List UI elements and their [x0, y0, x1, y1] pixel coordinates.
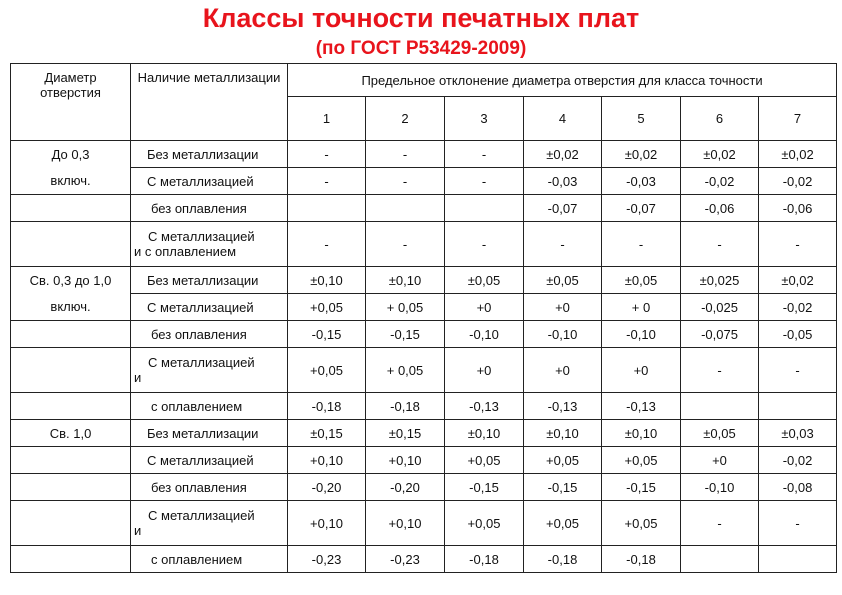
- tolerance-value: -0,15: [445, 474, 524, 501]
- tolerance-value: +0: [602, 348, 681, 393]
- tolerance-value: +0,05: [602, 501, 681, 546]
- tolerance-value: ±0,15: [288, 420, 366, 447]
- tolerance-value: -0,03: [524, 168, 602, 195]
- tolerance-value: -0,10: [524, 321, 602, 348]
- tolerance-value: [445, 195, 524, 222]
- header-class: 3: [445, 97, 524, 141]
- metallization-cell: С металлизацией: [131, 447, 288, 474]
- tolerance-value: -0,075: [681, 321, 759, 348]
- diameter-cell: [11, 321, 131, 348]
- tolerance-value: -0,18: [524, 546, 602, 573]
- diameter-cell: [11, 546, 131, 573]
- tolerance-value: +0,05: [524, 447, 602, 474]
- tolerance-value: -0,20: [288, 474, 366, 501]
- diameter-cell: [11, 393, 131, 420]
- tolerance-value: +0,05: [445, 447, 524, 474]
- tolerance-value: ±0,03: [759, 420, 837, 447]
- tolerance-value: -0,08: [759, 474, 837, 501]
- header-group: Предельное отклонение диаметра отверстия для класса точности: [288, 64, 837, 97]
- table-row: [11, 447, 837, 474]
- tolerance-value: -0,23: [288, 546, 366, 573]
- tolerance-value: ±0,10: [445, 420, 524, 447]
- table-row: [11, 348, 837, 393]
- tolerance-value: ±0,05: [602, 267, 681, 294]
- tolerance-value: +0: [524, 294, 602, 321]
- tolerance-value: [366, 195, 445, 222]
- tolerance-value: ±0,10: [366, 267, 445, 294]
- tolerance-value: ±0,15: [366, 420, 445, 447]
- diameter-cell: [11, 501, 131, 546]
- header-diameter: Диаметр отверстия: [11, 64, 131, 141]
- page-subtitle: (по ГОСТ Р53429-2009): [315, 38, 527, 59]
- tolerance-value: -0,06: [681, 195, 759, 222]
- tolerance-value: + 0,05: [366, 294, 445, 321]
- diameter-cell: [11, 195, 131, 222]
- tolerance-value: -: [445, 168, 524, 195]
- tolerance-value: ±0,02: [759, 267, 837, 294]
- tolerance-value: +0,05: [445, 501, 524, 546]
- tolerance-value: -: [288, 222, 366, 267]
- tolerance-value: -0,13: [524, 393, 602, 420]
- tolerance-value: -0,18: [445, 546, 524, 573]
- table-row: [11, 393, 837, 420]
- table-row: [11, 195, 837, 222]
- table-row: [11, 294, 837, 321]
- metallization-cell: Без металлизации: [131, 141, 288, 168]
- tolerance-value: -: [288, 168, 366, 195]
- diameter-cell: [11, 474, 131, 501]
- diameter-cell: Св. 1,0: [11, 420, 131, 447]
- tolerance-value: -0,02: [759, 168, 837, 195]
- tolerance-value: -0,10: [445, 321, 524, 348]
- tolerance-value: -0,03: [602, 168, 681, 195]
- tolerance-value: -: [445, 141, 524, 168]
- tolerance-value: +0,10: [366, 501, 445, 546]
- tolerance-value: -0,05: [759, 321, 837, 348]
- tolerance-value: ±0,05: [445, 267, 524, 294]
- tolerance-value: -0,18: [602, 546, 681, 573]
- tolerance-value: [759, 546, 837, 573]
- metallization-cell: С металлизацией: [131, 168, 288, 195]
- tolerance-value: -0,13: [445, 393, 524, 420]
- tolerance-value: -0,23: [366, 546, 445, 573]
- tolerance-value: ±0,10: [602, 420, 681, 447]
- header-row: [11, 64, 837, 97]
- tolerance-value: -0,02: [681, 168, 759, 195]
- tolerance-value: -0,07: [524, 195, 602, 222]
- tolerance-value: ±0,02: [524, 141, 602, 168]
- tolerance-value: -0,20: [366, 474, 445, 501]
- tolerance-value: -: [759, 501, 837, 546]
- metallization-cell: [131, 501, 288, 546]
- tolerance-value: ±0,05: [681, 420, 759, 447]
- tolerance-value: ±0,10: [288, 267, 366, 294]
- page-title: Классы точности печатных плат: [202, 3, 640, 33]
- tolerance-value: -0,02: [759, 447, 837, 474]
- metallization-cell: с оплавлением: [131, 546, 288, 573]
- metallization-cell: без оплавления: [131, 195, 288, 222]
- tolerance-value: [681, 393, 759, 420]
- tolerance-value: -: [602, 222, 681, 267]
- tolerance-value: -0,15: [524, 474, 602, 501]
- tolerance-value: -0,18: [366, 393, 445, 420]
- tolerance-value: ±0,05: [524, 267, 602, 294]
- table-row: [11, 420, 837, 447]
- tolerance-value: -: [366, 141, 445, 168]
- tolerance-value: +0: [524, 348, 602, 393]
- tolerance-value: -0,10: [602, 321, 681, 348]
- tolerance-value: -: [759, 222, 837, 267]
- header-class: 6: [681, 97, 759, 141]
- tolerance-value: -: [681, 222, 759, 267]
- table-row: [11, 501, 837, 546]
- header-class: 4: [524, 97, 602, 141]
- header-class: 2: [366, 97, 445, 141]
- table-row: [11, 321, 837, 348]
- metallization-cell: [131, 348, 288, 393]
- metallization-cell: Без металлизации: [131, 267, 288, 294]
- tolerance-value: +0,05: [288, 348, 366, 393]
- tolerance-value: -0,15: [366, 321, 445, 348]
- tolerance-value: +0,05: [288, 294, 366, 321]
- header-class: 5: [602, 97, 681, 141]
- tolerance-value: ±0,02: [759, 141, 837, 168]
- tolerance-value: -: [366, 168, 445, 195]
- metallization-label-cont: и: [134, 523, 142, 538]
- tolerance-value: -0,10: [681, 474, 759, 501]
- tolerance-value: [759, 393, 837, 420]
- tolerance-value: +0: [681, 447, 759, 474]
- metallization-label: С металлизацией: [148, 508, 255, 523]
- tolerance-value: -0,15: [602, 474, 681, 501]
- tolerance-value: [288, 195, 366, 222]
- table-row: [11, 141, 837, 168]
- metallization-cell: с оплавлением: [131, 393, 288, 420]
- tolerance-value: -0,15: [288, 321, 366, 348]
- tolerance-value: ±0,02: [602, 141, 681, 168]
- tolerance-table: [10, 63, 837, 573]
- tolerance-value: +0: [445, 294, 524, 321]
- tolerance-value: -: [288, 141, 366, 168]
- diameter-cell: [11, 348, 131, 393]
- tolerance-value: [681, 546, 759, 573]
- tolerance-value: +0,05: [602, 447, 681, 474]
- tolerance-value: -: [681, 348, 759, 393]
- tolerance-value: +0,10: [288, 501, 366, 546]
- diameter-cell: включ.: [11, 294, 131, 321]
- tolerance-value: -0,13: [602, 393, 681, 420]
- diameter-cell: [11, 222, 131, 267]
- tolerance-value: -: [759, 348, 837, 393]
- tolerance-value: -0,06: [759, 195, 837, 222]
- tolerance-value: +0,05: [524, 501, 602, 546]
- metallization-cell: С металлизацией: [131, 294, 288, 321]
- table-row: [11, 168, 837, 195]
- tolerance-value: -: [445, 222, 524, 267]
- tolerance-value: ±0,10: [524, 420, 602, 447]
- header-metallization: Наличие металлизации: [131, 64, 288, 141]
- tolerance-value: -: [524, 222, 602, 267]
- header-class: 7: [759, 97, 837, 141]
- tolerance-value: -0,025: [681, 294, 759, 321]
- tolerance-value: -: [681, 501, 759, 546]
- metallization-label-cont: и: [134, 370, 142, 385]
- tolerance-value: ±0,025: [681, 267, 759, 294]
- metallization-cell: [131, 222, 288, 267]
- tolerance-value: -0,18: [288, 393, 366, 420]
- table-row: [11, 474, 837, 501]
- table-row: [11, 546, 837, 573]
- tolerance-value: +0,10: [288, 447, 366, 474]
- tolerance-value: -: [366, 222, 445, 267]
- tolerance-value: ±0,02: [681, 141, 759, 168]
- tolerance-value: +0,10: [366, 447, 445, 474]
- table-row: [11, 222, 837, 267]
- metallization-label-cont: и с оплавлением: [134, 244, 237, 259]
- header-class: 1: [288, 97, 366, 141]
- tolerance-value: + 0: [602, 294, 681, 321]
- metallization-cell: без оплавления: [131, 321, 288, 348]
- tolerance-value: -0,07: [602, 195, 681, 222]
- diameter-cell: [11, 447, 131, 474]
- metallization-cell: Без металлизации: [131, 420, 288, 447]
- metallization-label: С металлизацией: [148, 229, 255, 244]
- diameter-cell: Св. 0,3 до 1,0: [11, 267, 131, 294]
- diameter-cell: включ.: [11, 168, 131, 195]
- tolerance-value: + 0,05: [366, 348, 445, 393]
- diameter-cell: До 0,3: [11, 141, 131, 168]
- table-row: [11, 267, 837, 294]
- metallization-cell: без оплавления: [131, 474, 288, 501]
- tolerance-value: +0: [445, 348, 524, 393]
- tolerance-value: -0,02: [759, 294, 837, 321]
- metallization-label: С металлизацией: [148, 355, 255, 370]
